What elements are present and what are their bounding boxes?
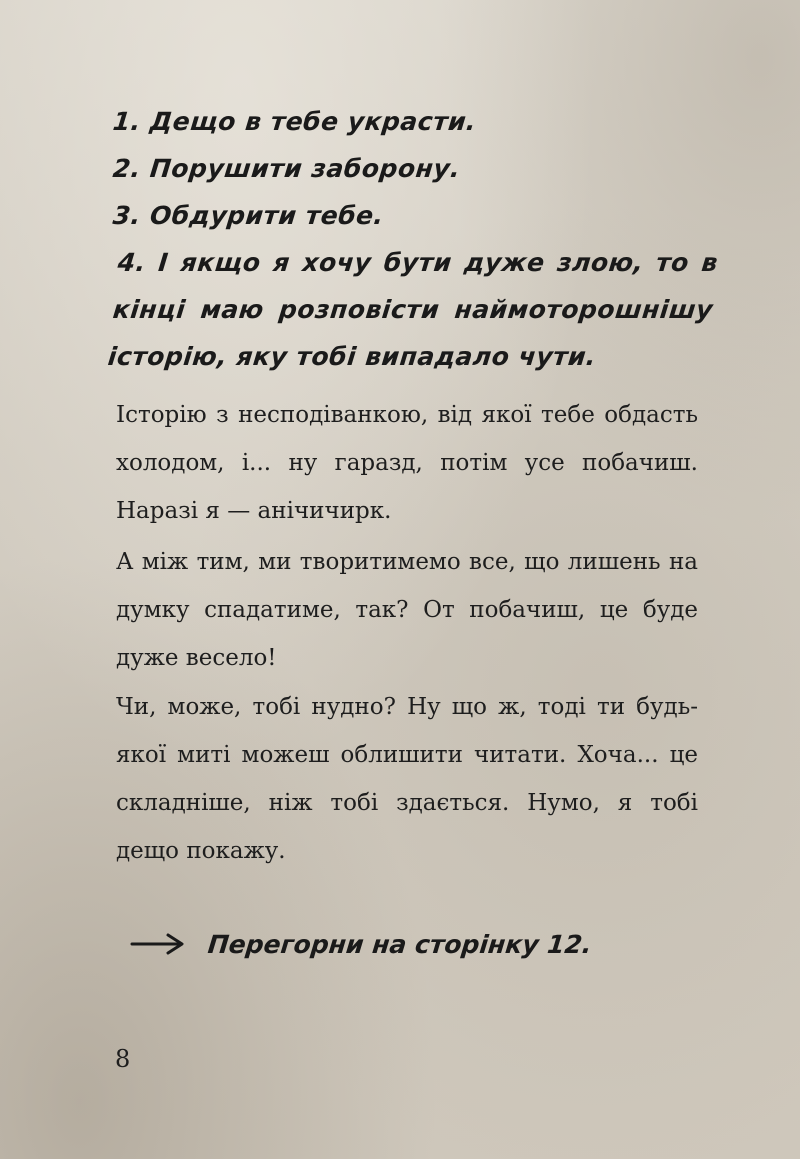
arrow-right-icon <box>130 932 186 956</box>
list-item: 1. Дещо в тебе украсти. <box>111 107 478 136</box>
list-item: 4. І якщо я хочу бути дуже злою, то в кінці маю розповісти наймоторошнішу історію, яку тобі випадало чути. <box>106 248 720 371</box>
list-item: 3. Обдурити тебе. <box>111 201 386 230</box>
redirect-link[interactable]: Перегорни на сторінку 12. <box>206 929 594 959</box>
body-paragraph: Історію з несподіванкою, від якої тебе обдасть холодом, і... ну гаразд, потім усе побачиш. Наразі я — анічичирк. <box>116 402 698 524</box>
page-redirect[interactable] <box>130 920 592 968</box>
handwritten-list <box>106 98 720 380</box>
list-item: 2. Порушити заборону. <box>111 154 462 183</box>
page-number: 8 <box>115 1045 131 1073</box>
body-paragraph: Чи, може, тобі нудно? Ну що ж, тоді ти будь-якої миті можеш облишити читати. Хоча... це складніше, ніж тобі здається. Нумо, я тобі дещо покажу. <box>116 694 698 864</box>
body-paragraph: А між тим, ми творитимемо все, що лишень на думку спадатиме, так? От побачиш, це буде дуже весело! <box>116 549 698 671</box>
